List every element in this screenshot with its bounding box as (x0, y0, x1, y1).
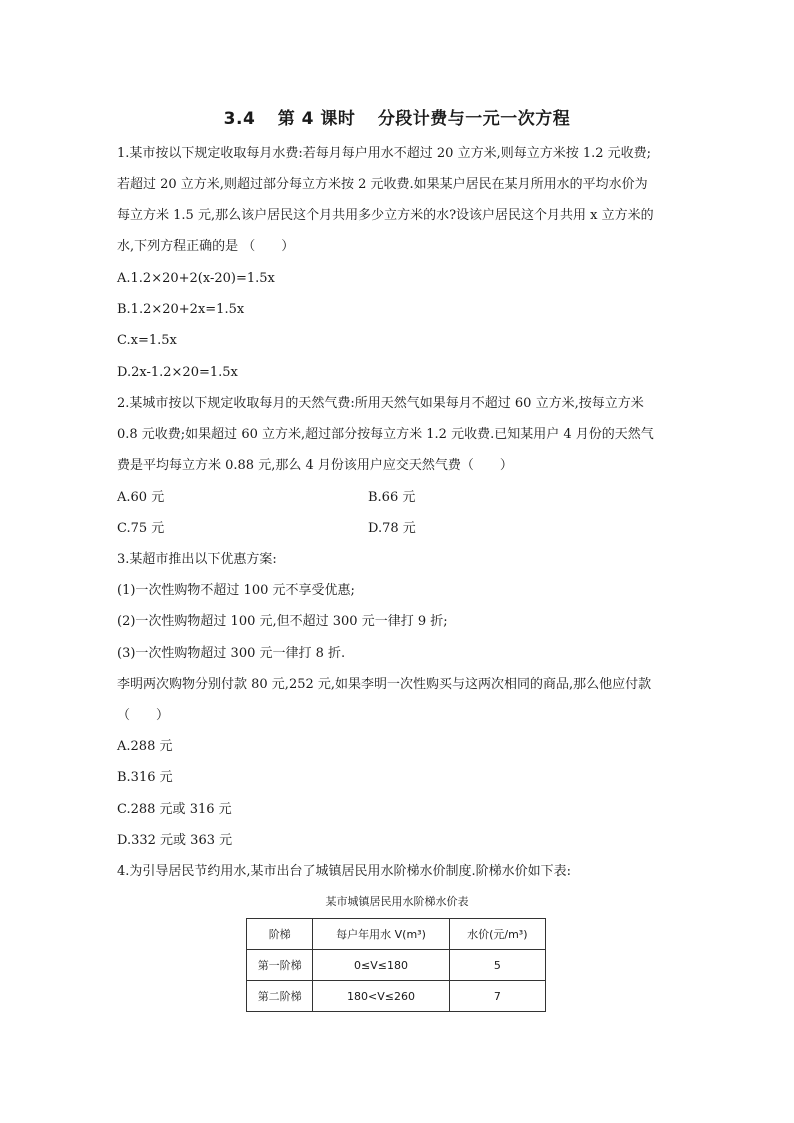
lesson-topic: 分段计费与一元一次方程 (377, 109, 571, 129)
q3-line: 李明两次购物分别付款 80 元,252 元,如果李明一次性购买与这两次相同的商品,那么他应付款 (117, 677, 652, 692)
q1-line: 水,下列方程正确的是 （ ） (117, 239, 295, 254)
q2-line: 2.某城市按以下规定收取每月的天然气费:所用天然气如果每月不超过 60 立方米,按每立方米 (117, 396, 644, 411)
q1-line: 若超过 20 立方米,则超过部分每立方米按 2 元收费.如果某户居民在某月所用水的平均水价为 (117, 177, 648, 192)
q2-line: 费是平均每立方米 0.88 元,那么 4 月份该用户应交天然气费（ ） (117, 458, 513, 473)
table-cell: 180<V≤260 (313, 981, 449, 1012)
q1-option-c: C.x=1.5x (117, 333, 177, 348)
q1-option-a: A.1.2×20+2(x-20)=1.5x (117, 271, 275, 286)
q3-option-b: B.316 元 (117, 770, 173, 785)
table-header-row (247, 919, 546, 950)
table-header-cell: 水价(元/m³) (449, 919, 545, 950)
table-row (247, 981, 546, 1012)
q3-line: （ ） (117, 708, 170, 723)
table-cell: 5 (449, 950, 545, 981)
q2-line: 0.8 元收费;如果超过 60 立方米,超过部分按每立方米 1.2 元收费.已知某用户 4 月份的天然气 (117, 427, 654, 442)
q2-option-b: B.66 元 (368, 490, 416, 505)
page-title (0, 104, 794, 129)
q2-option-c: C.75 元 (117, 521, 165, 536)
water-price-table (246, 918, 546, 1012)
q4-line: 4.为引导居民节约用水,某市出台了城镇居民用水阶梯水价制度.阶梯水价如下表: (117, 864, 572, 879)
table-header-cell: 阶梯 (247, 919, 313, 950)
q3-option-d: D.332 元或 363 元 (117, 833, 233, 848)
q2-option-a: A.60 元 (117, 490, 165, 505)
table-cell: 7 (449, 981, 545, 1012)
q3-line: 3.某超市推出以下优惠方案: (117, 552, 277, 567)
lesson-number: 第 4 课时 (277, 109, 356, 129)
table-row (247, 950, 546, 981)
q2-option-d: D.78 元 (368, 521, 416, 536)
q3-option-a: A.288 元 (117, 739, 173, 754)
table-header-cell: 每户年用水 V(m³) (313, 919, 449, 950)
q3-line: (2)一次性购物超过 100 元,但不超过 300 元一律打 9 折; (117, 614, 448, 629)
q1-option-d: D.2x-1.2×20=1.5x (117, 365, 238, 380)
q1-line: 1.某市按以下规定收取每月水费:若每月每户用水不超过 20 立方米,则每立方米按 1.2 元收费; (117, 146, 652, 161)
table-cell: 第一阶梯 (247, 950, 313, 981)
q3-line: (1)一次性购物不超过 100 元不享受优惠; (117, 583, 355, 598)
q3-option-c: C.288 元或 316 元 (117, 802, 232, 817)
q1-line: 每立方米 1.5 元,那么该户居民这个月共用多少立方米的水?设该户居民这个月共用 x 立方米的 (117, 208, 654, 223)
section-number: 3.4 (223, 109, 256, 129)
table-cell: 0≤V≤180 (313, 950, 449, 981)
table-cell: 第二阶梯 (247, 981, 313, 1012)
q3-line: (3)一次性购物超过 300 元一律打 8 折. (117, 646, 346, 661)
table-caption: 某市城镇居民用水阶梯水价表 (325, 895, 469, 908)
q1-option-b: B.1.2×20+2x=1.5x (117, 302, 245, 317)
